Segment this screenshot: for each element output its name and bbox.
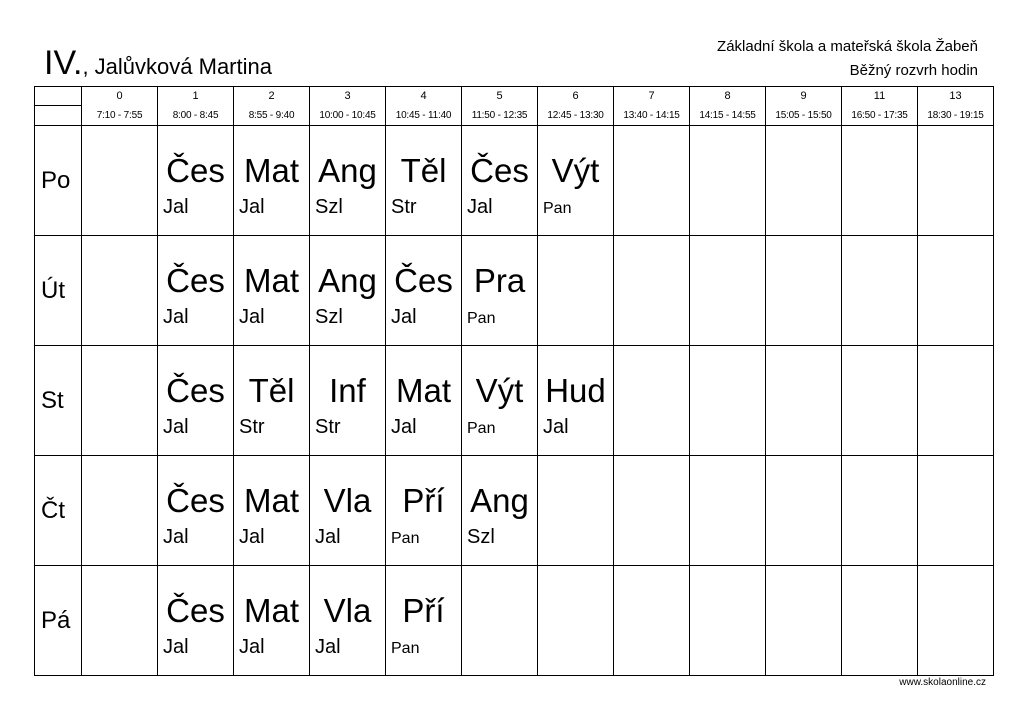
lesson-teacher: Szl [315, 306, 343, 328]
lesson-subject: Mat [243, 482, 299, 519]
period-number: 2 [234, 87, 310, 106]
lesson-cell [462, 566, 538, 676]
lesson-cell [766, 236, 842, 346]
lesson-cell [766, 566, 842, 676]
lesson-cell [614, 236, 690, 346]
lesson-cell [842, 126, 918, 236]
lesson-cell [614, 456, 690, 566]
day-row [35, 126, 994, 236]
lesson-cell [386, 456, 462, 566]
lesson-teacher: Pan [391, 640, 420, 657]
lesson-cell [690, 236, 766, 346]
day-row [35, 566, 994, 676]
lesson-cell [82, 566, 158, 676]
lesson-teacher: Jal [163, 306, 189, 328]
lesson-cell [158, 456, 234, 566]
lesson-subject: Mat [243, 262, 299, 299]
lesson-cell [310, 346, 386, 456]
lesson-teacher: Jal [239, 636, 265, 658]
lesson-teacher: Str [315, 416, 341, 438]
period-time: 14:15 - 14:55 [690, 105, 766, 126]
lesson-teacher: Jal [163, 196, 189, 218]
lesson-cell [766, 346, 842, 456]
lesson-subject: Výt [551, 152, 600, 189]
period-time: 12:45 - 13:30 [538, 105, 614, 126]
lesson-cell [234, 126, 310, 236]
lesson-cell [538, 456, 614, 566]
lesson-cell [158, 566, 234, 676]
lesson-cell [462, 346, 538, 456]
lesson-subject: Inf [329, 372, 366, 409]
period-time: 8:00 - 8:45 [158, 105, 234, 126]
lesson-teacher: Jal [315, 526, 341, 548]
lesson-cell [310, 126, 386, 236]
lesson-cell [690, 126, 766, 236]
lesson-cell [538, 236, 614, 346]
period-number: 8 [690, 87, 766, 106]
lesson-teacher: Jal [239, 196, 265, 218]
schedule-subtitle: Běžný rozvrh hodin [849, 62, 978, 79]
period-number: 11 [842, 87, 918, 106]
lesson-subject: Ang [318, 262, 377, 299]
period-time: 16:50 - 17:35 [842, 105, 918, 126]
lesson-cell [842, 236, 918, 346]
lesson-cell [462, 126, 538, 236]
day-row [35, 456, 994, 566]
lesson-cell [82, 346, 158, 456]
lesson-cell [462, 456, 538, 566]
lesson-teacher: Jal [163, 526, 189, 548]
period-time: 7:10 - 7:55 [82, 105, 158, 126]
lesson-subject: Mat [243, 592, 299, 629]
header-corner [35, 87, 82, 106]
lesson-subject: Čes [470, 152, 529, 189]
page-title [44, 44, 272, 83]
lesson-teacher: Jal [163, 416, 189, 438]
lesson-cell [234, 346, 310, 456]
lesson-teacher: Jal [239, 306, 265, 328]
day-name: Čt [35, 456, 82, 566]
lesson-cell [82, 236, 158, 346]
period-number: 13 [918, 87, 994, 106]
lesson-cell [386, 566, 462, 676]
period-time: 8:55 - 9:40 [234, 105, 310, 126]
lesson-teacher: Jal [391, 306, 417, 328]
period-time: 10:45 - 11:40 [386, 105, 462, 126]
lesson-cell [310, 456, 386, 566]
timetable-grid [34, 86, 994, 676]
lesson-teacher: Pan [467, 420, 496, 437]
lesson-teacher: Pan [391, 530, 420, 547]
lesson-cell [766, 126, 842, 236]
lesson-subject: Vla [323, 482, 372, 519]
period-number: 9 [766, 87, 842, 106]
lesson-cell [690, 346, 766, 456]
class-name: IV. [44, 44, 83, 82]
lesson-teacher: Jal [315, 636, 341, 658]
footer-url: www.skolaonline.cz [899, 677, 986, 688]
lesson-subject: Čes [166, 592, 225, 629]
period-time: 10:00 - 10:45 [310, 105, 386, 126]
period-time: 15:05 - 15:50 [766, 105, 842, 126]
lesson-subject: Pra [473, 262, 526, 299]
lesson-teacher: Jal [163, 636, 189, 658]
day-row [35, 236, 994, 346]
lesson-cell [462, 236, 538, 346]
lesson-cell [766, 456, 842, 566]
lesson-subject: Ang [318, 152, 377, 189]
lesson-subject: Těl [400, 152, 447, 189]
lesson-cell [310, 566, 386, 676]
lesson-cell [690, 456, 766, 566]
lesson-subject: Čes [166, 482, 225, 519]
lesson-subject: Čes [394, 262, 453, 299]
lesson-teacher: Jal [543, 416, 569, 438]
lesson-subject: Ang [470, 482, 529, 519]
lesson-cell [310, 236, 386, 346]
lesson-cell [82, 456, 158, 566]
lesson-cell [538, 566, 614, 676]
lesson-teacher: Str [239, 416, 265, 438]
lesson-subject: Pří [402, 592, 445, 629]
lesson-cell [690, 566, 766, 676]
header-corner-lower [35, 105, 82, 126]
period-number: 7 [614, 87, 690, 106]
period-number: 6 [538, 87, 614, 106]
lesson-cell [82, 126, 158, 236]
period-time: 13:40 - 14:15 [614, 105, 690, 126]
lesson-cell [158, 346, 234, 456]
lesson-cell [538, 346, 614, 456]
lesson-subject: Hud [545, 372, 606, 409]
lesson-teacher: Pan [467, 310, 496, 327]
lesson-teacher: Jal [391, 416, 417, 438]
lesson-cell [918, 126, 994, 236]
lesson-cell [614, 566, 690, 676]
lesson-teacher: Pan [543, 200, 572, 217]
period-number: 1 [158, 87, 234, 106]
period-number: 4 [386, 87, 462, 106]
lesson-cell [158, 236, 234, 346]
lesson-subject: Mat [395, 372, 451, 409]
lesson-subject: Pří [402, 482, 445, 519]
lesson-cell [842, 566, 918, 676]
lesson-cell [842, 346, 918, 456]
lesson-teacher: Szl [315, 196, 343, 218]
period-number: 5 [462, 87, 538, 106]
lesson-subject: Těl [248, 372, 295, 409]
period-number: 3 [310, 87, 386, 106]
lesson-teacher: Jal [467, 196, 493, 218]
lesson-cell [158, 126, 234, 236]
lesson-subject: Výt [475, 372, 524, 409]
lesson-cell [918, 236, 994, 346]
lesson-cell [614, 346, 690, 456]
period-time-row [35, 105, 994, 126]
day-row [35, 346, 994, 456]
period-time: 11:50 - 12:35 [462, 105, 538, 126]
day-name: Po [35, 126, 82, 236]
teacher-name: , Jalůvková Martina [82, 54, 272, 79]
lesson-cell [918, 566, 994, 676]
lesson-subject: Vla [323, 592, 372, 629]
lesson-subject: Čes [166, 262, 225, 299]
lesson-subject: Čes [166, 152, 225, 189]
lesson-subject: Mat [243, 152, 299, 189]
lesson-cell [918, 456, 994, 566]
lesson-subject: Čes [166, 372, 225, 409]
lesson-teacher: Jal [239, 526, 265, 548]
day-name: Pá [35, 566, 82, 676]
lesson-cell [386, 126, 462, 236]
day-name: St [35, 346, 82, 456]
lesson-cell [614, 126, 690, 236]
lesson-cell [234, 456, 310, 566]
lesson-cell [386, 346, 462, 456]
lesson-cell [918, 346, 994, 456]
school-name: Základní škola a mateřská škola Žabeň [717, 38, 978, 55]
period-number: 0 [82, 87, 158, 106]
period-time: 18:30 - 19:15 [918, 105, 994, 126]
lesson-cell [234, 566, 310, 676]
lesson-cell [234, 236, 310, 346]
lesson-teacher: Str [391, 196, 417, 218]
lesson-cell [538, 126, 614, 236]
period-number-row [35, 87, 994, 106]
lesson-cell [386, 236, 462, 346]
lesson-teacher: Szl [467, 526, 495, 548]
day-name: Út [35, 236, 82, 346]
lesson-cell [842, 456, 918, 566]
